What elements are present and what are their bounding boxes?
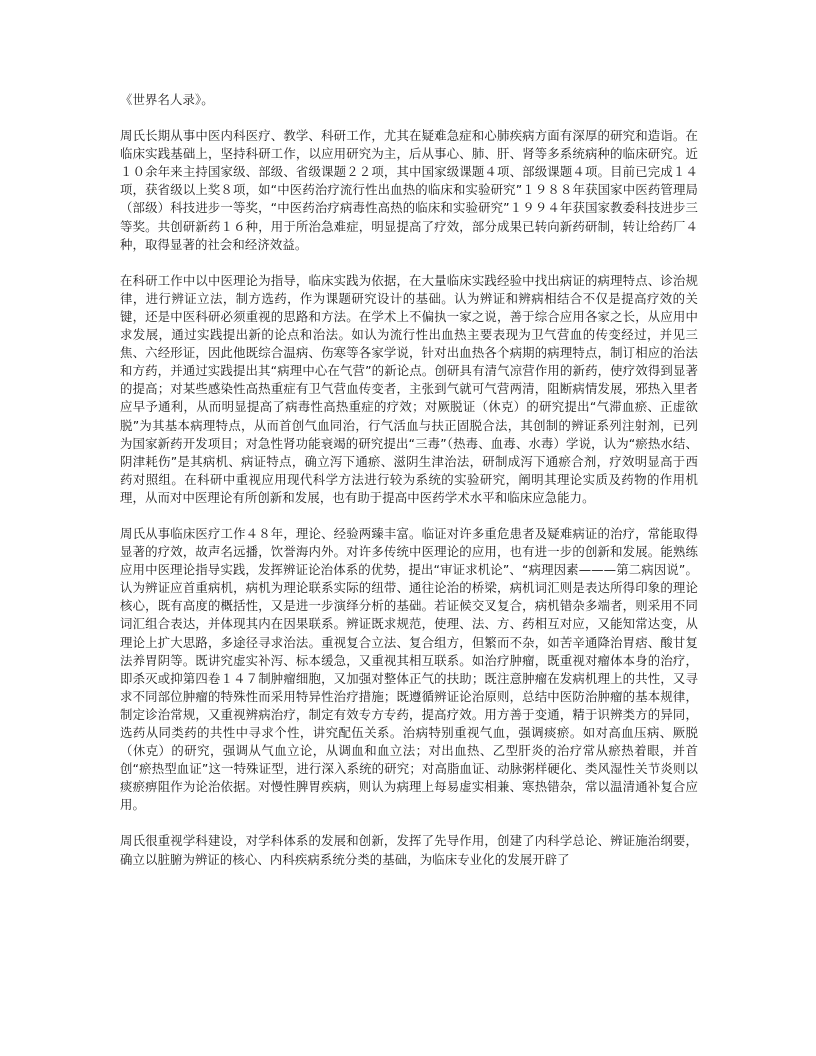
paragraph-research-overview: 周氏长期从事中医内科医疗、教学、科研工作，尤其在疑难急症和心肺疾病方面有深厚的研究和造诣。在临床实践基础上，坚持科研工作，以应用研究为主，后从事心、肺、肝、肾等多系统病种的临床研究。近１０余年来主持国家级、部级、省级课题２２项，其中国家级课题４项、部级课题４项。目前已完成１４项，获省级以上奖８项，如“中医药治疗流行性出血热的临床和实验研究”１９８８年获国家中医药管理局（部级）科技进步一等奖，“中医药治疗病毒性高热的临床和实验研究”１９９４年获国家教委科技进步三等奖。共创研新药１６种，用于所治急难症，明显提高了疗效，部分成果已转向新药研制，转让给药厂４种，取得显著的社会和经济效益。 — [120, 128, 698, 252]
paragraph-clinical-practice: 周氏从事临床医疗工作４８年，理论、经验两臻丰富。临证对许多重危患者及疑难病证的治疗，常能取得显著的疗效，故声名远播，饮誉海内外。对许多传统中医理论的应用，也有进一步的创新和发展。能熟练应用中医理论指导实践，发挥辨证论治体系的优势，提出“审证求机论”、“病理因素———第二病因说”。认为辨证应首重病机，病机为理论联系实际的纽带、通往论治的桥梁，病机词汇则是表达所得印象的理论核心，既有高度的概括性，又是进一步演绎分析的基础。若证候交叉复合，病机错杂多端者，则采用不同词汇组合表达，并体现其内在因果联系。辨证既求规范，使理、法、方、药相互对应，又能知常达变，从理论上扩大思路，多途径寻求治法。重视复合立法、复合组方，但繁而不杂，如苦辛通降治胃痞、酸甘复法养胃阴等。既讲究虚实补泻、标本缓急，又重视其相互联系。如治疗肿瘤，既重视对瘤体本身的治疗，即杀灭或抑第四卷１４７制肿瘤细胞，又加强对整体正气的扶助；既注意肿瘤在发病机理上的共性，又寻求不同部位肿瘤的特殊性而采用特异性治疗措施；既遵循辨证论治原则，总结中医防治肿瘤的基本规律，制定诊治常规，又重视辨病治疗，制定有效专方专药，提高疗效。用方善于变通，精于识辨类方的异同，选药从同类药的共性中寻求个性，讲究配伍关系。治病特别重视气血，强调痰瘀。如对高血压病、厥脱（休克）的研究，强调从气血立论，从调血和血立法；对出血热、乙型肝炎的治疗常从瘀热着眼，并首创“瘀热型血证”这一特殊证型，进行深入系统的研究；对高脂血证、动脉粥样硬化、类风湿性关节炎则以痰瘀痹阻作为论治依据。对慢性脾胃疾病，则认为病理上每易虚实相兼、寒热错杂，常以温清通补复合应用。 — [120, 525, 698, 813]
document-body — [120, 91, 698, 869]
paragraph-spacer — [120, 507, 698, 525]
paragraph-spacer — [120, 109, 698, 127]
paragraph-spacer — [120, 814, 698, 832]
paragraph-spacer — [120, 254, 698, 272]
paragraph-research-method: 在科研工作中以中医理论为指导，临床实践为依据，在大量临床实践经验中找出病证的病理特点、诊治规律，进行辨证立法，制方选药，作为课题研究设计的基础。认为辨证和辨病相结合不仅是提高疗效的关键，还是中医科研必须重视的思路和方法。在学术上不偏执一家之说，善于综合应用各家之长，从应用中求发展，通过实践提出新的论点和治法。如认为流行性出血热主要表现为卫气营血的传变经过，并见三焦、六经形证，因此他既综合温病、伤寒等各家学说，针对出血热各个病期的病理特点，制订相应的治法和方药，并通过实践提出其“病理中心在气营”的新论点。创研具有清气凉营作用的新药，使疗效得到显著的提高；对某些感染性高热重症有卫气营血传变者，主张到气就可气营两清，阻断病情发展，邪热入里者应早予通利，从而明显提高了病毒性高热重症的疗效；对厥脱证（休克）的研究提出“气滞血瘀、正虚欲脱”为其基本病理特点，从而首创气血同治，行气活血与扶正固脱合法，其创制的辨证系列注射剂，已列为国家新药开发项目；对急性肾功能衰竭的研究提出“三毒”（热毒、血毒、水毒）学说，认为“瘀热水结、阴津耗伤”是其病机、病证特点，确立泻下通瘀、滋阴生津治法，研制成泻下通瘀合剂，疗效明显高于西药对照组。在科研中重视应用现代科学方法进行较为系统的实验研究，阐明其理论实质及药物的作用机理，从而对中医理论有所创新和发展，也有助于提高中医药学术水平和临床应急能力。 — [120, 272, 698, 505]
paragraph-discipline-building: 周氏很重视学科建设，对学科体系的发展和创新，发挥了先导作用，创建了内科学总论、辨证施治纲要，确立以脏腑为辨证的核心、内科疾病系统分类的基础，为临床专业化的发展开辟了 — [120, 833, 698, 867]
paragraph-book-title: 《世界名人录》。 — [120, 92, 214, 107]
